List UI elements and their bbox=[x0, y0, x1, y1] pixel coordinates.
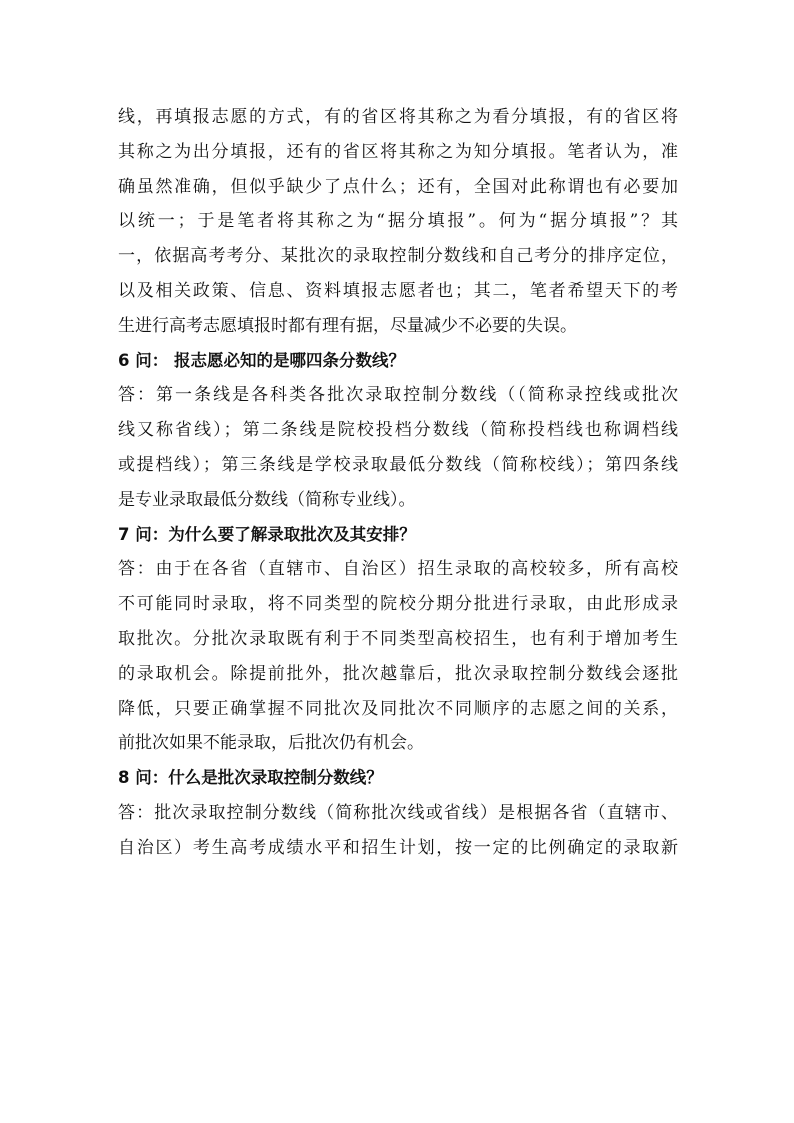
paragraph-line: 生进行高考志愿填报时都有理有据，尽量减少不必要的失误。 bbox=[118, 315, 577, 336]
document-body bbox=[118, 100, 678, 866]
paragraph-line: 线，再填报志愿的方式，有的省区将其称之为看分填报，有的省区将 bbox=[118, 107, 678, 127]
question-heading-7: 7 问：为什么要了解录取批次及其安排？ bbox=[118, 524, 416, 544]
answer-line: 不可能同时录取，将不同类型的院校分期分批进行录取，由此形成录 bbox=[118, 594, 678, 615]
answer-line: 答：批次录取控制分数线（简称批次线或省线）是根据各省（直辖市、 bbox=[118, 802, 678, 823]
paragraph-line: 其称之为出分填报，还有的省区将其称之为知分填报。笔者认为，准 bbox=[118, 141, 678, 162]
answer-line: 是专业录取最低分数线（简称专业线）。 bbox=[118, 489, 416, 510]
answer-line: 降低，只要正确掌握不同批次及同批次不同顺序的志愿之间的关系， bbox=[118, 698, 678, 719]
question-heading-6: 6 问： 报志愿必知的是哪四条分数线？ bbox=[118, 350, 405, 370]
paragraph-line: 以及相关政策、信息、资料填报志愿者也；其二，笔者希望天下的考 bbox=[118, 280, 678, 301]
answer-line: 前批次如果不能录取，后批次仍有机会。 bbox=[118, 733, 424, 754]
answer-line: 线又称省线）；第二条线是院校投档分数线（简称投档线也称调档线 bbox=[118, 420, 678, 441]
answer-line: 答：由于在各省（直辖市、自治区）招生录取的高校较多，所有高校 bbox=[118, 559, 678, 580]
answer-line: 取批次。分批次录取既有利于不同类型高校招生，也有利于增加考生 bbox=[118, 628, 678, 649]
answer-line: 答：第一条线是各科类各批次录取控制分数线（（简称录控线或批次 bbox=[118, 385, 678, 406]
paragraph-line: 一，依据高考考分、某批次的录取控制分数线和自己考分的排序定位， bbox=[118, 246, 678, 267]
answer-line: 或提档线）；第三条线是学校录取最低分数线（简称校线）；第四条线 bbox=[118, 454, 678, 475]
answer-line: 的录取机会。除提前批外，批次越靠后，批次录取控制分数线会逐批 bbox=[118, 663, 678, 684]
answer-line: 自治区）考生高考成绩水平和招生计划，按一定的比例确定的录取新 bbox=[118, 837, 678, 858]
paragraph-line: 确虽然准确，但似乎缺少了点什么；还有，全国对此称谓也有必要加 bbox=[118, 176, 678, 197]
question-heading-8: 8 问：什么是批次录取控制分数线？ bbox=[118, 768, 383, 788]
paragraph-line: 以统一；于是笔者将其称之为“据分填报”。何为“据分填报”？其 bbox=[118, 211, 678, 232]
